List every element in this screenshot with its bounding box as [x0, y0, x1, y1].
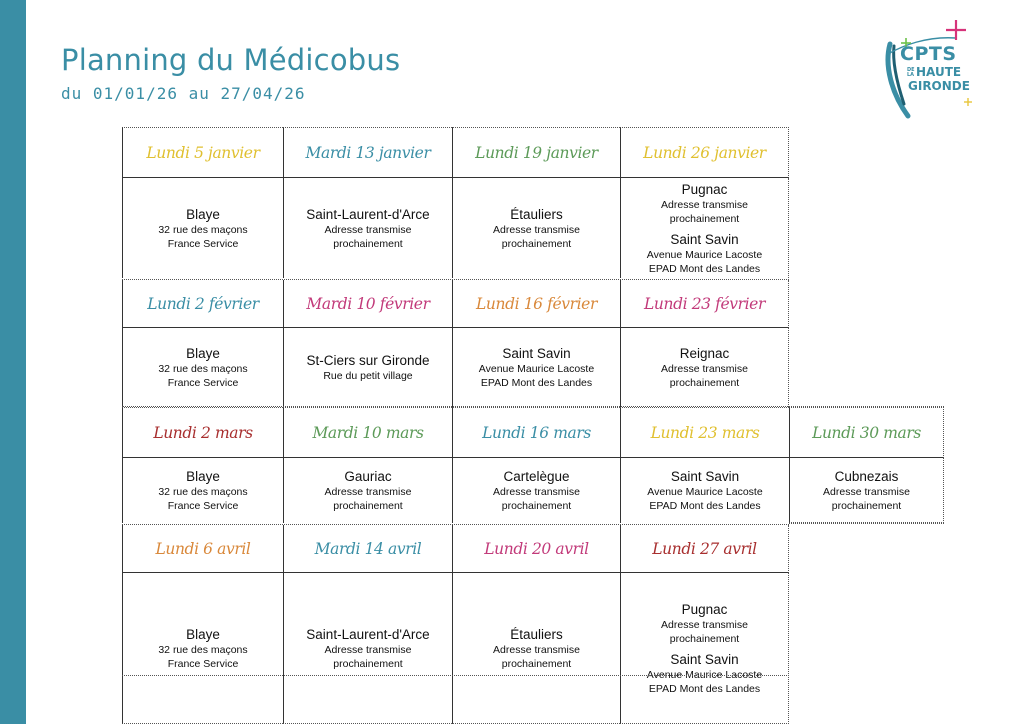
- day-header: Lundi 5 janvier: [122, 127, 283, 178]
- location-address-line: Adresse transmise: [324, 643, 412, 656]
- location-address-line: Adresse transmise: [661, 363, 748, 375]
- location-address-line: 32 rue des maçons: [158, 363, 248, 375]
- location-name: Blaye: [186, 469, 220, 484]
- location-name: Saint Savin: [670, 651, 739, 667]
- location-address-line: 32 rue des maçons: [158, 643, 248, 656]
- row-separator: [122, 675, 789, 676]
- location-entry: [493, 468, 580, 513]
- day-header: Mardi 13 janvier: [283, 127, 452, 178]
- location-address-line: Adresse transmise: [661, 618, 748, 631]
- location-entry: [823, 468, 910, 513]
- location-name: Étauliers: [510, 626, 563, 642]
- location-address-line: EPAD Mont des Landes: [648, 262, 761, 275]
- location-address-line: France Service: [167, 657, 239, 670]
- day-body: [620, 178, 789, 278]
- day-header: Lundi 16 février: [452, 280, 620, 328]
- day-body: [283, 573, 452, 724]
- day-header: Lundi 27 avril: [620, 525, 789, 573]
- day-header: Lundi 30 mars: [789, 407, 944, 458]
- location-entry: [158, 345, 247, 390]
- location-entry: [158, 626, 247, 671]
- day-body: [122, 458, 283, 523]
- location-name: Pugnac: [681, 601, 728, 617]
- location-address-line: 32 rue des maçons: [158, 223, 248, 236]
- location-entry: [661, 181, 748, 226]
- location-name: Pugnac: [681, 181, 728, 197]
- location-address-line: prochainement: [333, 657, 403, 670]
- logo-text-de-la: DE LA: [907, 67, 915, 78]
- day-body: [122, 573, 283, 724]
- location-address-line: prochainement: [501, 500, 572, 512]
- day-header: Lundi 2 février: [122, 280, 283, 328]
- day-header: Mardi 14 avril: [283, 525, 452, 573]
- location-name: Saint Savin: [670, 469, 740, 484]
- location-entry: [306, 626, 429, 671]
- row-separator: [122, 524, 789, 525]
- day-body: [283, 178, 452, 278]
- location-name: Cartelègue: [503, 469, 570, 484]
- day-header: Lundi 2 mars: [122, 407, 283, 458]
- day-header: Lundi 23 février: [620, 280, 789, 328]
- day-header: Mardi 10 février: [283, 280, 452, 328]
- day-body: [789, 458, 944, 523]
- day-header: Lundi 23 mars: [620, 407, 789, 458]
- location-entry: [647, 231, 762, 276]
- location-address-line: Rue du petit village: [323, 370, 413, 382]
- location-address-line: France Service: [167, 237, 239, 250]
- location-name: Cubnezais: [834, 468, 899, 484]
- row-separator: [122, 279, 789, 280]
- location-address-line: Adresse transmise: [493, 223, 580, 236]
- location-address-line: prochainement: [501, 237, 572, 250]
- location-address-line: Adresse transmise: [823, 485, 910, 498]
- logo-text-haute: HAUTE: [916, 65, 962, 79]
- location-address-line: prochainement: [501, 657, 572, 670]
- day-body: [452, 178, 620, 278]
- location-name: St-Ciers sur Gironde: [306, 353, 430, 368]
- page-title: Planning du Médicobus: [61, 43, 401, 77]
- side-accent-bar: [0, 0, 26, 724]
- location-address-line: Adresse transmise: [661, 198, 748, 211]
- location-address-line: EPAD Mont des Landes: [649, 500, 761, 512]
- location-name: Saint Savin: [670, 231, 739, 247]
- location-entry: [306, 352, 429, 383]
- logo-text-gironde: GIRONDE: [908, 79, 970, 93]
- page-subtitle: du 01/01/26 au 27/04/26: [61, 84, 306, 103]
- location-address-line: Avenue Maurice Lacoste: [646, 248, 763, 261]
- location-address-line: Adresse transmise: [493, 486, 580, 498]
- location-address-line: Adresse transmise: [493, 643, 580, 656]
- day-header: Lundi 19 janvier: [452, 127, 620, 178]
- day-body: [452, 573, 620, 724]
- location-address-line: prochainement: [669, 632, 740, 645]
- location-address-line: EPAD Mont des Landes: [480, 377, 593, 389]
- location-address-line: prochainement: [831, 499, 902, 512]
- location-entry: [661, 601, 748, 646]
- day-body: [122, 328, 283, 407]
- day-body: [620, 458, 789, 523]
- location-address-line: France Service: [167, 500, 239, 512]
- location-entry: [647, 651, 762, 696]
- location-entry: [306, 206, 429, 251]
- location-entry: [158, 468, 247, 513]
- location-entry: [479, 345, 594, 390]
- day-body: [452, 458, 620, 523]
- location-name: Saint Savin: [502, 346, 571, 361]
- location-address-line: prochainement: [333, 500, 403, 512]
- day-body: [283, 328, 452, 407]
- location-address-line: France Service: [167, 377, 239, 389]
- location-address-line: EPAD Mont des Landes: [648, 682, 761, 695]
- day-header: Mardi 10 mars: [283, 407, 452, 458]
- location-address-line: prochainement: [669, 377, 740, 389]
- day-body: [122, 178, 283, 278]
- day-header: Lundi 26 janvier: [620, 127, 789, 178]
- day-header: Lundi 20 avril: [452, 525, 620, 573]
- day-body: [620, 328, 789, 407]
- cpts-logo: [880, 16, 980, 126]
- row-separator: [122, 406, 944, 407]
- location-entry: [493, 206, 580, 251]
- location-entry: [158, 206, 247, 251]
- location-entry: [661, 345, 748, 390]
- location-name: Reignac: [679, 346, 730, 361]
- location-name: Saint-Laurent-d'Arce: [306, 626, 430, 642]
- location-name: Saint-Laurent-d'Arce: [306, 206, 430, 222]
- location-address-line: prochainement: [669, 212, 740, 225]
- location-address-line: prochainement: [333, 237, 403, 250]
- location-address-line: Adresse transmise: [324, 486, 412, 498]
- location-name: Étauliers: [510, 206, 563, 222]
- location-address-line: 32 rue des maçons: [158, 486, 248, 498]
- day-body: [283, 458, 452, 523]
- location-entry: [493, 626, 580, 671]
- location-name: Blaye: [186, 206, 220, 222]
- location-entry: [325, 468, 412, 513]
- location-address-line: Avenue Maurice Lacoste: [478, 363, 595, 375]
- logo-text-cpts: CPTS: [900, 43, 957, 65]
- day-header: Lundi 6 avril: [122, 525, 283, 573]
- location-name: Blaye: [186, 346, 220, 361]
- location-address-line: Adresse transmise: [324, 223, 412, 236]
- location-name: Blaye: [186, 626, 220, 642]
- location-entry: [647, 468, 762, 513]
- location-name: Gauriac: [344, 469, 392, 484]
- day-body: [620, 573, 789, 724]
- row-separator: [789, 523, 944, 524]
- location-address-line: Avenue Maurice Lacoste: [647, 486, 763, 498]
- day-header: Lundi 16 mars: [452, 407, 620, 458]
- day-body: [452, 328, 620, 407]
- location-address-line: Avenue Maurice Lacoste: [646, 668, 763, 681]
